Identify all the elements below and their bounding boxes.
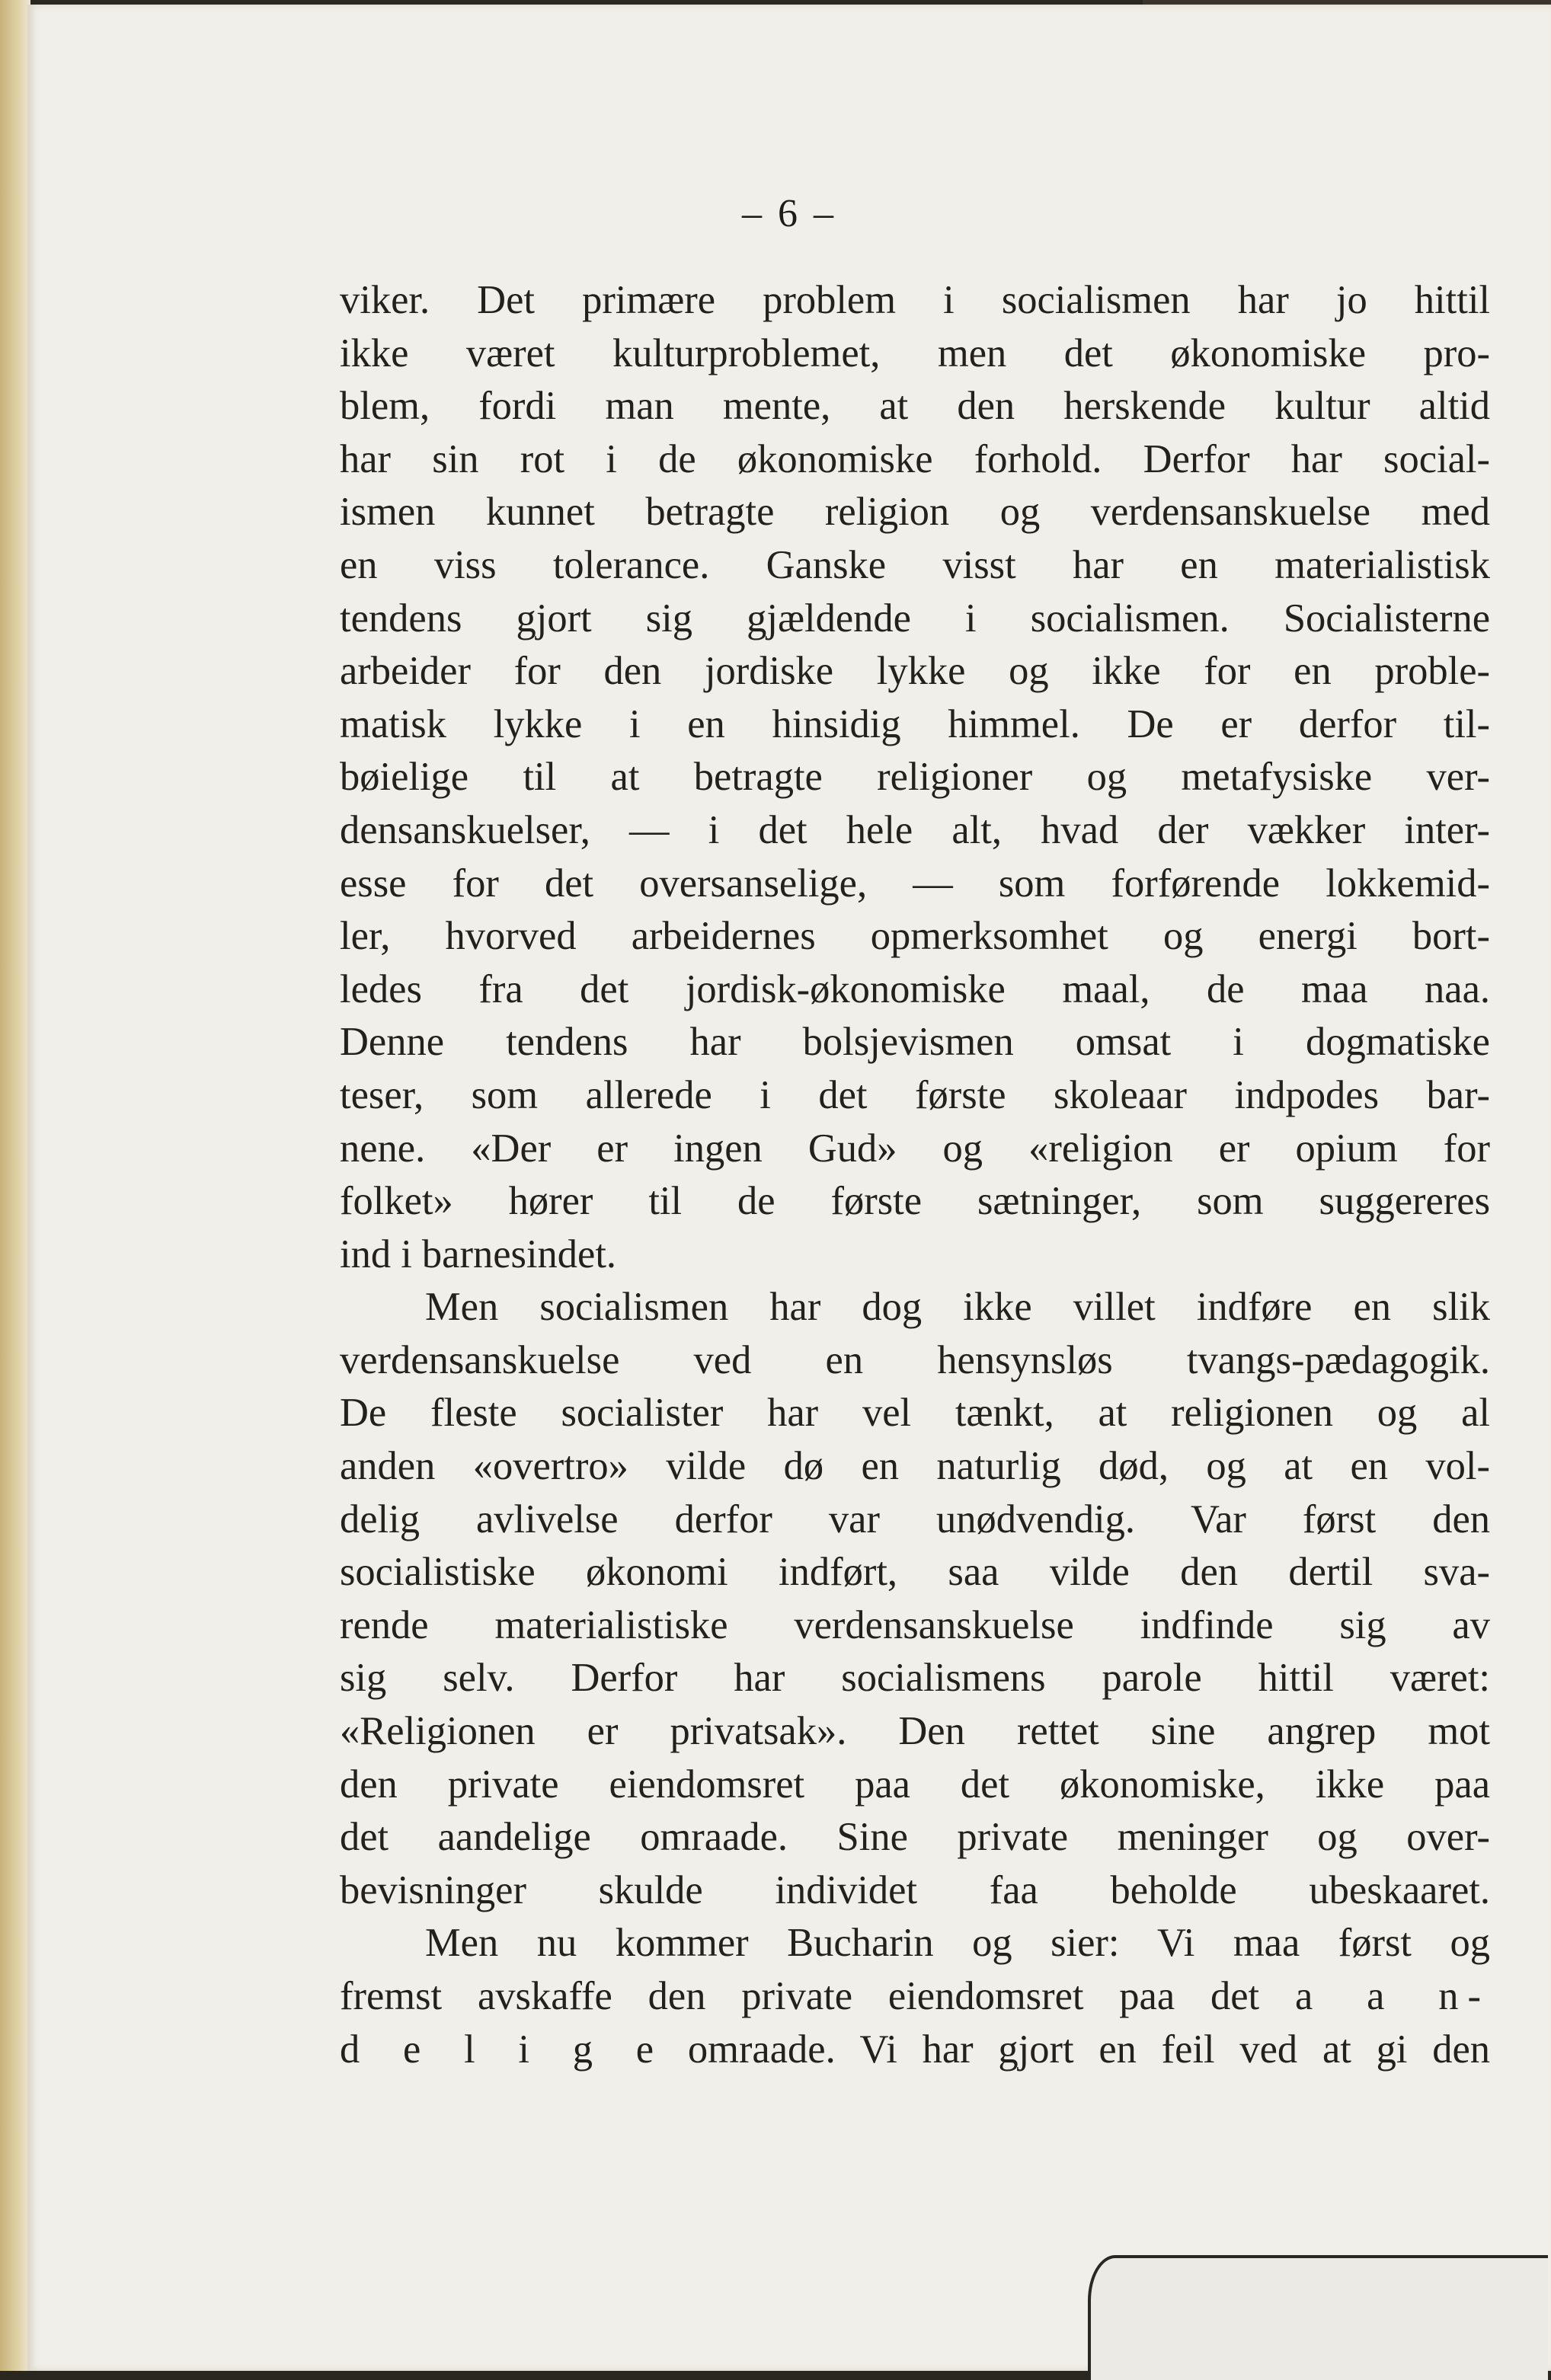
text-line: densanskuelser, — i det hele alt, hvad der vækker inter- [340,807,1490,852]
text-line: tendens gjort sig gjældende i socialismen. Socialisterne [340,596,1490,641]
text-line: ikke været kulturproblemet, men det økonomiske pro- [340,331,1490,375]
text-line: den private eiendomsret paa det økonomiske, ikke paa [340,1762,1490,1807]
text-line: De fleste socialister har vel tænkt, at religionen og al [340,1391,1490,1436]
text-line: sig selv. Derfor har socialismens parole hittil været: [340,1656,1490,1701]
text-line [340,1970,1490,2024]
emphasized-text: a a n- [1294,1974,1490,2018]
text-line: bevisninger skulde individet faa beholde ubeskaaret. [340,1867,1490,1912]
text-line: socialistiske økonomi indført, saa vilde den dertil sva- [340,1550,1490,1595]
text-line: har sin rot i de økonomiske forhold. Derfor har social- [340,436,1490,481]
text-line: en viss tolerance. Ganske visst har en materialistisk [340,542,1490,587]
text-line: Men nu kommer Bucharin og sier: Vi maa først og [425,1921,1490,1966]
text-line: folket» hører til de første sætninger, som suggereres [340,1179,1490,1224]
text-segment: omraade. Vi har gjort en feil ved at gi den [687,2027,1490,2072]
text-line: ler, hvorved arbeidernes opmerksomhet og energi bort- [340,914,1490,959]
text-line: bøielige til at betragte religioner og metafysiske ver- [340,755,1490,800]
text-line: blem, fordi man mente, at den herskende kultur altid [340,384,1490,429]
scan-edge [0,0,30,2371]
text-line: viker. Det primære problem i socialismen har jo hittil [340,278,1490,322]
text-line: ismen kunnet betragte religion og verdensanskuelse med [340,490,1490,535]
text-line: teser, som allerede i det første skoleaar indpodes bar- [340,1072,1490,1117]
text-line: «Religionen er privatsak». Den rettet sine angrep mot [340,1709,1490,1754]
library-stamp [1088,2255,1548,2380]
page-number: – 6 – [742,192,836,235]
text-line [340,2024,1490,2077]
text-line: det aandelige omraade. Sine private meninger og over- [340,1815,1490,1860]
text-line: delig avlivelse derfor var unødvendig. Var først den [340,1497,1490,1541]
text-line: arbeider for den jordiske lykke og ikke for en proble- [340,649,1490,694]
text-line: verdensanskuelse ved en hensynsløs tvangs-pædagogik. [340,1337,1490,1382]
text-line: matisk lykke i en hinsidig himmel. De er derfor til- [340,701,1490,746]
text-line: nene. «Der er ingen Gud» og «religion er opium for [340,1126,1490,1171]
emphasized-text: d e l i g e [340,2027,664,2072]
text-line: anden «overtro» vilde dø en naturlig død, og at en vol- [340,1444,1490,1489]
text-line: ind i barnesindet. [340,1232,617,1276]
text-line: Men socialismen har dog ikke villet indføre en slik [425,1285,1490,1330]
body-text [340,274,1490,2076]
text-line: esse for det oversanselige, — som forførende lokkemid- [340,861,1490,906]
text-line: Denne tendens har bolsjevismen omsat i dogmatiske [340,1020,1490,1065]
text-segment: fremst avskaffe den private eiendomsret paa det [340,1974,1260,2018]
text-line: rende materialistiske verdensanskuelse indfinde sig av [340,1602,1490,1647]
text-line: ledes fra det jordisk-økonomiske maal, de maa naa. [340,966,1490,1011]
